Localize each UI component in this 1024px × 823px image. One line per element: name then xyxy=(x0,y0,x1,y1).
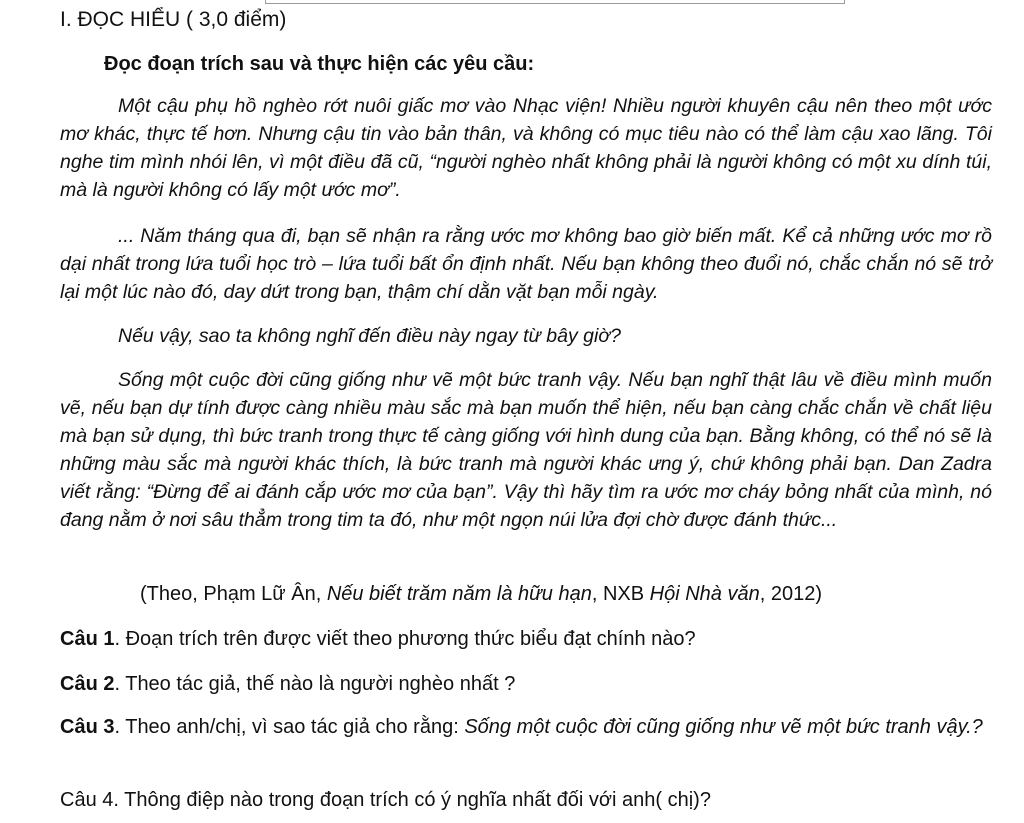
question-2 xyxy=(60,670,995,698)
question-3 xyxy=(60,713,995,741)
question-text: . Theo tác giả, thế nào là người nghèo nhất ? xyxy=(114,673,516,695)
question-text: . Theo anh/chị, vì sao tác giả cho rằng: xyxy=(114,716,465,738)
question-text: . Đoạn trích trên được viết theo phương thức biểu đạt chính nào? xyxy=(114,628,696,650)
top-border-line xyxy=(265,0,845,4)
source-publisher: Hội Nhà văn xyxy=(649,583,760,605)
source-book-title: Nếu biết trăm năm là hữu hạn xyxy=(326,583,592,605)
source-suffix: , 2012) xyxy=(759,583,822,605)
question-label: Câu 1 xyxy=(60,628,115,650)
section-heading: I. ĐỌC HIỂU ( 3,0 điểm) xyxy=(60,8,287,31)
question-label: Câu 2 xyxy=(60,673,115,695)
passage-paragraph-4: Sống một cuộc đời cũng giống như vẽ một bức tranh vậy. Nếu bạn nghĩ thật lâu về điều mình muốn vẽ, nếu bạn dự tính được càng nhiều màu sắc mà bạn muốn thể hiện, nếu bạn càng chắc chắn về chất liệu mà bạn sử dụng, thì bức tranh trong thực tế càng giống với hình dung của bạn. Bằng không, có thể nó sẽ là những màu sắc mà người khác thích, là bức tranh mà người khác ưng ý, chứ không phải bạn. Dan Zadra viết rằng: “Đừng để ai đánh cắp ước mơ của bạn”. Vậy thì hãy tìm ra ước mơ cháy bỏng nhất của mình, nó đang nằm ở nơi sâu thẳm trong tim ta đó, như một ngọn núi lửa đợi chờ được đánh thức... xyxy=(60,369,992,531)
question-label: Câu 3 xyxy=(60,716,115,738)
question-label: Câu 4 xyxy=(60,789,114,811)
question-text: . Thông điệp nào trong đoạn trích có ý nghĩa nhất đối với anh( chị)? xyxy=(113,789,711,811)
source-mid: , NXB xyxy=(591,583,650,605)
passage-paragraph-1: Một cậu phụ hồ nghèo rớt nuôi giấc mơ vào Nhạc viện! Nhiều người khuyên cậu nên theo một ước mơ khác, thực tế hơn. Nhưng cậu tin vào bản thân, và không có mục tiêu nào có thể làm cậu xao lãng. Tôi nghe tim mình nhói lên, vì một điều đã cũ, “người nghèo nhất không phải là người không có một xu dính túi, mà là người không có lấy một ước mơ”. xyxy=(60,95,992,201)
question-1 xyxy=(60,625,995,653)
passage-paragraph-2: ... Năm tháng qua đi, bạn sẽ nhận ra rằng ước mơ không bao giờ biến mất. Kể cả những ước mơ rồ dại nhất trong lứa tuổi học trò – lứa tuổi bất ổn định nhất. Nếu bạn không theo đuổi nó, chắc chắn nó sẽ trở lại một lúc nào đó, day dứt trong bạn, thậm chí dằn vặt bạn mỗi ngày. xyxy=(60,225,992,303)
reading-instruction: Đọc đoạn trích sau và thực hiện các yêu cầu: xyxy=(104,53,535,75)
question-quote: Sống một cuộc đời cũng giống như vẽ một bức tranh vậy.? xyxy=(464,716,983,738)
passage-paragraph-3: Nếu vậy, sao ta không nghĩ đến điều này ngay từ bây giờ? xyxy=(118,325,621,347)
source-citation xyxy=(140,580,822,608)
source-prefix: (Theo, Phạm Lữ Ân, xyxy=(140,583,327,605)
question-4 xyxy=(60,786,995,814)
